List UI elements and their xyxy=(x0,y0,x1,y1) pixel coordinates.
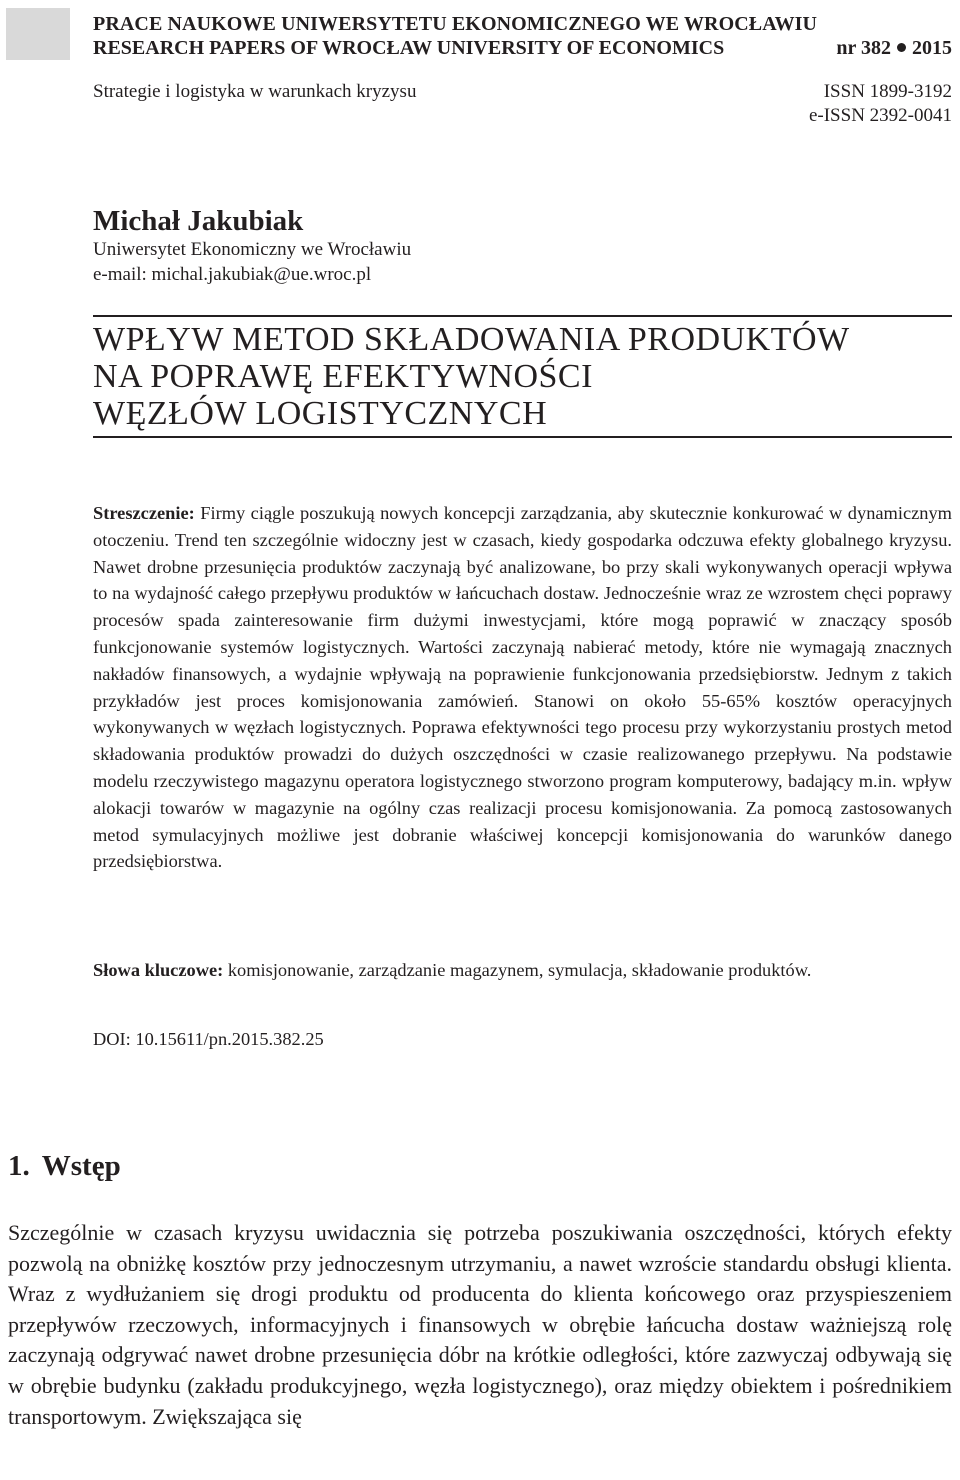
section-title: Wstęp xyxy=(41,1150,121,1182)
abstract-label: Streszczenie: xyxy=(93,503,195,523)
issue-info xyxy=(836,36,952,60)
keywords-label: Słowa kluczowe: xyxy=(93,960,224,980)
section-heading xyxy=(8,1148,121,1184)
keywords xyxy=(93,957,952,984)
article-title xyxy=(93,321,952,432)
title-line-2: NA POPRAWĘ EFEKTYWNOŚCI xyxy=(93,358,593,395)
issue-year: 2015 xyxy=(912,37,952,59)
title-top-rule xyxy=(93,315,952,317)
journal-name-en-row xyxy=(93,36,952,60)
title-line-3: WĘZŁÓW LOGISTYCZNYCH xyxy=(93,395,548,432)
title-line-1: WPŁYW METOD SKŁADOWANIA PRODUKTÓW xyxy=(93,321,850,358)
author-email: e-mail: michal.jakubiak@ue.wroc.pl xyxy=(93,264,372,285)
header-gray-block xyxy=(6,8,70,60)
journal-name-pl: PRACE NAUKOWE UNIWERSYTETU EKONOMICZNEGO WE WROCŁAWIU xyxy=(93,13,818,35)
issn: ISSN 1899-3192 xyxy=(823,81,952,102)
issue-number: nr 382 xyxy=(836,37,891,59)
abstract xyxy=(93,500,952,875)
doi: DOI: 10.15611/pn.2015.382.25 xyxy=(93,1029,324,1049)
author-affiliation: Uniwersytet Ekonomiczny we Wrocławiu xyxy=(93,239,412,260)
section-number: 1. xyxy=(8,1150,30,1182)
series-row xyxy=(93,80,952,104)
keywords-text: komisjonowanie, zarządzanie magazynem, symulacja, składowanie produktów. xyxy=(223,960,812,980)
bullet-dot-icon xyxy=(897,43,906,52)
series-title: Strategie i logistyka w warunkach kryzysu xyxy=(93,81,417,102)
title-bottom-rule xyxy=(93,436,952,438)
journal-name-en: RESEARCH PAPERS OF WROCŁAW UNIVERSITY OF ECONOMICS xyxy=(93,37,725,59)
author-name: Michał Jakubiak xyxy=(93,205,304,237)
body-paragraph: Szczególnie w czasach kryzysu uwidacznia się potrzeba poszukiwania oszczędności, których efekty pozwolą na obniżkę kosztów przy jednoczesnym utrzymaniu, a nawet wzroście standardu obsługi klienta. Wraz z wydłużaniem się drogi produktu od producenta do klienta końcowego oraz przyspieszeniem przepływów rzeczowych, informacyjnych i finansowych w obrębie łańcucha dostaw ważniejszą rolę zaczynają odgrywać nawet drobne przesunięcia dóbr na krótkie odległości, które zazwyczaj odbywają się w obrębie budynku (zakładu produkcyjnego, węzła logistycznego), oraz między obiektem i pośrednikiem transportowym. Zwiększająca się xyxy=(8,1220,952,1429)
abstract-text: Firmy ciągle poszukują nowych koncepcji zarządzania, aby skutecznie konkurować w dynamicznym otoczeniu. Trend ten szczególnie widoczny jest w czasach, kiedy gospodarka odczuwa efekty globalnego kryzysu. Nawet drobne przesunięcia produktów zaczynają być analizowane, bo przy skali wykonywanych operacji wpływa to na wydajność całego przepływu produktów w łańcuchach dostaw. Jednocześnie wraz ze wzrostem chęci poprawy procesów spada zainteresowanie firm dużymi inwestycjami, które mogą poprawić w znaczący sposób funkcjonowanie systemów logistycznych. Wartości zaczynają nabierać metody, które nie wymagają znacznych nakładów finansowych, a wydajnie wpływają na poprawienie funkcjonowania przedsiębiorstw. Jednym z takich przykładów jest proces komisjonowania zamówień. Stanowi on około 55-65% kosztów operacyjnych wykonywanych w węzłach logistycznych. Poprawa efektywności tego procesu przy wykorzystaniu prostych metod składowania produktów prowadzi do dużych oszczędności w czasie realizowanego przepływu. Na podstawie modelu rzeczywistego magazynu operatora logistycznego stworzono program komputerowy, badający m.in. wpływ alokacji towarów w magazynie na ogólny czas realizacji procesu komisjonowania. Za pomocą zastosowanych metod symulacyjnych możliwe jest dobranie właściwej koncepcji komisjonowania do warunków danego przedsiębiorstwa. xyxy=(93,503,952,872)
eissn: e-ISSN 2392-0041 xyxy=(808,105,952,126)
